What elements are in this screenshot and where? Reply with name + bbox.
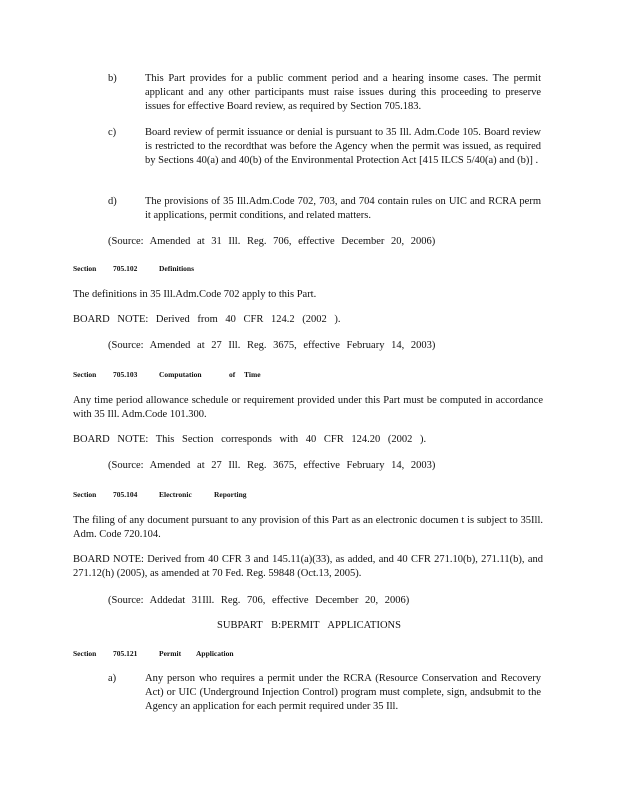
computation-text: Any time period allowance schedule or requirement provided under this Part must be computed in accordance with 35 Ill. Adm.Code 101.300. xyxy=(73,395,543,420)
section-number: 705.104 xyxy=(113,490,138,499)
section-label: Section xyxy=(73,264,97,273)
item-marker: c) xyxy=(108,127,117,138)
section-title: of xyxy=(229,370,236,379)
board-note: BOARD NOTE: Derived from 40 CFR 124.2 (2002 ). xyxy=(73,314,341,325)
section-label: Section xyxy=(73,370,97,379)
source-note: (Source: Addedat 31Ill. Reg. 706, effective December 20, 2006) xyxy=(108,595,410,606)
item-text: This Part provides for a public comment period and a hearing insome cases. The permit applicant and any other participants must raise issues during this proceeding to preserve issues for effective Board review, as required by Section 705.183. xyxy=(145,73,541,112)
definitions-text: The definitions in 35 Ill.Adm.Code 702 apply to this Part. xyxy=(73,289,317,300)
item-marker: a) xyxy=(108,673,117,684)
section-title: Time xyxy=(244,370,261,379)
item-marker: d) xyxy=(108,196,117,207)
section-number: 705.121 xyxy=(113,649,138,658)
section-label: Section xyxy=(73,490,97,499)
item-text: The provisions of 35 Ill.Adm.Code 702, 703, and 704 contain rules on UIC and RCRA perm it applications, permit conditions, and related matters. xyxy=(145,196,541,221)
section-number: 705.103 xyxy=(113,370,138,379)
section-title: Permit xyxy=(159,649,182,658)
item-marker: b) xyxy=(108,73,117,84)
item-text: Board review of permit issuance or denial is pursuant to 35 Ill. Adm.Code 105. Board review is restricted to the recordthat was before the Agency when the permit was issued, as required by Sections 40(a) and 40(b) of the Environmental Protection Act [415 ILCS 5/40(a) and (b)] . xyxy=(145,127,541,166)
section-title: Application xyxy=(196,649,234,658)
board-note: BOARD NOTE: This Section corresponds with 40 CFR 124.20 (2002 ). xyxy=(73,434,427,445)
source-note: (Source: Amended at 31 Ill. Reg. 706, effective December 20, 2006) xyxy=(108,236,436,247)
section-label: Section xyxy=(73,649,97,658)
item-text: Any person who requires a permit under the RCRA (Resource Conservation and Recovery Act) or UIC (Underground Injection Control) program must complete, sign, andsubmit to the Agency an application for each permit required under 35 Ill. xyxy=(145,673,541,712)
source-note: (Source: Amended at 27 Ill. Reg. 3675, effective February 14, 2003) xyxy=(108,340,436,351)
electronic-text: The filing of any document pursuant to any provision of this Part as an electronic documen t is subject to 35Ill. Adm. Code 720.104. xyxy=(73,515,543,540)
section-title: Definitions xyxy=(159,264,195,273)
section-title: Electronic xyxy=(159,490,192,499)
subpart-heading: SUBPART B:PERMIT APPLICATIONS xyxy=(217,620,401,631)
source-note: (Source: Amended at 27 Ill. Reg. 3675, effective February 14, 2003) xyxy=(108,460,436,471)
section-number: 705.102 xyxy=(113,264,138,273)
section-title: Reporting xyxy=(214,490,247,499)
board-note: BOARD NOTE: Derived from 40 CFR 3 and 145.11(a)(33), as added, and 40 CFR 271.10(b), 271.11(b), and 271.12(h) (2005), as amended at 70 Fed. Reg. 59848 (Oct.13, 2005). xyxy=(73,554,543,579)
section-title: Computation xyxy=(159,370,202,379)
